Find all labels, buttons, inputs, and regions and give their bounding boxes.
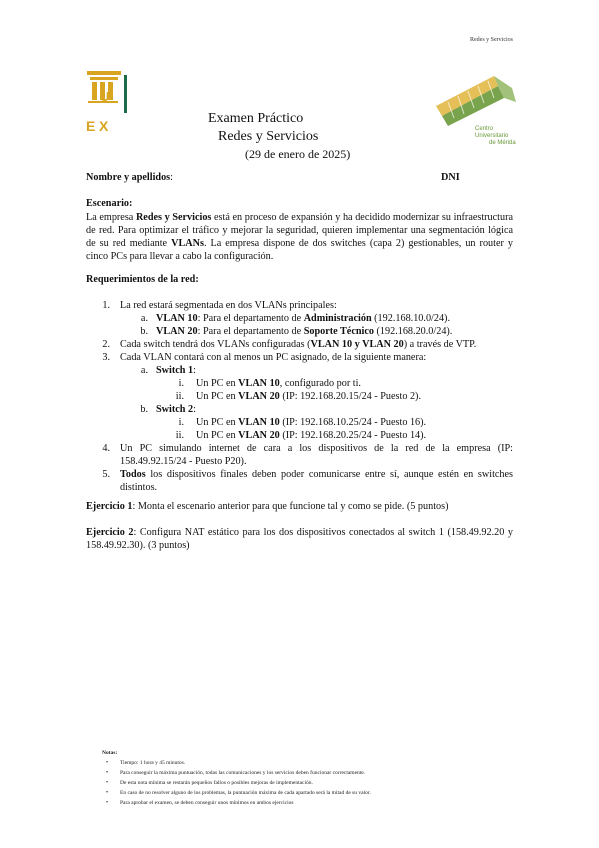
req-marker-3a: a. [140, 365, 148, 376]
req-1b-vlan: VLAN 20 [156, 326, 198, 337]
sw2-pc1-text-2: (IP: 192.168.10.25/24 - Puesto 16). [279, 417, 427, 428]
uex-letter-x: X [99, 118, 109, 134]
req-1b-text-1: : Para el departamento de [197, 326, 304, 337]
req-marker-3a-ii: ii. [175, 391, 184, 402]
notes-list [106, 758, 506, 808]
scenario-paragraph [86, 211, 513, 263]
scenario-heading: Escenario: [86, 198, 133, 209]
sw2-pc2-text-2: (IP: 192.168.20.25/24 - Puesto 14). [279, 430, 427, 441]
centro-logo-line-3: de Mérida [489, 140, 516, 146]
sw2-pc1-vlan: VLAN 10 [238, 417, 280, 428]
switch-2-label: Switch 2 [156, 404, 194, 415]
notes-heading: Notas: [102, 750, 118, 756]
note-item: • Tiempo: 1 hora y 45 minutos. [106, 758, 506, 768]
uex-letter-e: E [86, 118, 96, 134]
sw1-pc1-text-2: , configurado por ti. [279, 378, 361, 389]
exercise-2-text: : Configura NAT estático para los dos dispositivos conectados al switch 1 (158.49.92.20 y 158.49.92.30). (3 puntos) [86, 527, 513, 551]
req-1a-vlan: VLAN 10 [156, 313, 198, 324]
req-item-1-text: La red estará segmentada en dos VLANs principales: [120, 300, 337, 311]
name-colon: : [170, 172, 173, 183]
page-header: Redes y Servicios [470, 37, 513, 43]
note-item: • Para aprobar el examen, se deben conseguir unos mínimos en ambos ejercicios [106, 798, 506, 808]
dni-field [441, 172, 460, 183]
req-item-3-text: Cada VLAN contará con al menos un PC asignado, de la siguiente manera: [120, 352, 427, 363]
requirements-heading: Requerimientos de la red: [86, 274, 199, 285]
req-5-bold: Todos [120, 469, 146, 480]
req-5-text: los dispositivos finales deben poder comunicarse entre sí, aunque estén en switches distintos. [120, 469, 513, 493]
req-marker-3a-i: i. [178, 378, 184, 389]
sw2-pc2-text-1: Un PC en [196, 430, 239, 441]
req-switch-2-pc-2 [86, 429, 513, 442]
req-switch-1: a. Switch 1: [86, 364, 513, 377]
exercise-2-label: Ejercicio 2 [86, 527, 134, 538]
scenario-vlans: VLANs [171, 238, 204, 249]
req-1a-text-2: (192.168.10.0/24). [371, 313, 450, 324]
req-marker-1: 1. [102, 300, 110, 311]
note-item: • Para conseguir la máxima puntuación, todas las comunicaciones y los servicios deben funcionar correctamente. [106, 768, 506, 778]
req-marker-3b-i: i. [178, 417, 184, 428]
exam-subject: Redes y Servicios [218, 129, 319, 144]
exercise-1 [86, 500, 513, 513]
scenario-company-name: Redes y Servicios [135, 212, 212, 223]
req-marker-2: 2. [102, 339, 110, 350]
centro-logo-text [475, 126, 516, 147]
requirements-list [86, 299, 513, 494]
req-switch-2: b. Switch 2: [86, 403, 513, 416]
sw1-pc2-text-2: (IP: 192.168.20.15/24 - Puesto 2). [279, 391, 421, 402]
req-item-1a [86, 312, 513, 325]
req-1b-dept: Soporte Técnico [303, 326, 374, 337]
req-item-3 [86, 351, 513, 364]
centro-logo-line-1: Centro [475, 126, 494, 132]
scenario-text-3: . La empresa dispone de dos switches (capa 2) gestionables, un router y cinco PCs para llevar a cabo la configuración. [86, 238, 513, 262]
sw2-pc2-vlan: VLAN 20 [238, 430, 280, 441]
sw1-pc1-text-1: Un PC en [196, 378, 239, 389]
req-1a-dept: Administración [303, 313, 372, 324]
req-item-4-text: Un PC simulando internet de cara a los dispositivos de la red de la empresa (IP: 158.49.92.15/24 - Puesto P20). [120, 443, 513, 467]
exam-title: Examen Práctico [208, 111, 304, 126]
uex-logo [86, 71, 130, 135]
req-marker-4: 4. [102, 443, 110, 454]
note-item: • En caso de no resolver alguno de los problemas, la puntuación máxima de cada apartado será la mitad de su valor. [106, 788, 506, 798]
req-2-text-2: ) a través de VTP. [403, 339, 477, 350]
req-item-2 [86, 338, 513, 351]
req-item-4 [86, 442, 513, 468]
req-switch-1-pc-1 [86, 377, 513, 390]
exam-date: (29 de enero de 2025) [245, 147, 351, 161]
req-marker-1b: b. [140, 326, 148, 337]
switch-1-label: Switch 1 [156, 365, 194, 376]
exercise-1-text: : Monta el escenario anterior para que funcione tal y como se pide. (5 puntos) [132, 501, 449, 512]
sw1-pc1-vlan: VLAN 10 [238, 378, 280, 389]
req-1a-text-1: : Para el departamento de [197, 313, 304, 324]
req-marker-5: 5. [102, 469, 110, 480]
uex-letter-u: U [100, 89, 110, 104]
sw2-pc1-text-1: Un PC en [196, 417, 239, 428]
req-marker-3b-ii: ii. [175, 430, 184, 441]
req-2-vlans: VLAN 10 y VLAN 20 [310, 339, 404, 350]
name-field [86, 172, 173, 183]
exercise-2 [86, 526, 513, 552]
note-item: • De esta nota mínima se restarán pequeños fallos o posibles mejoras de implementación. [106, 778, 506, 788]
req-marker-3b: b. [140, 404, 148, 415]
scenario-text-1: La empresa [86, 212, 136, 223]
centro-universitario-logo [434, 70, 518, 150]
req-switch-2-pc-1 [86, 416, 513, 429]
req-marker-3: 3. [102, 352, 110, 363]
req-marker-1a: a. [140, 313, 148, 324]
name-label: Nombre y apellidos [86, 172, 171, 183]
req-switch-1-pc-2 [86, 390, 513, 403]
sw1-pc2-vlan: VLAN 20 [238, 391, 280, 402]
centro-building-graphic [434, 70, 518, 126]
centro-logo-line-2: Universitario [475, 133, 509, 139]
dni-label: DNI [441, 172, 460, 183]
req-item-5 [86, 468, 513, 494]
req-item-1 [86, 299, 513, 312]
req-item-1b [86, 325, 513, 338]
sw1-pc2-text-1: Un PC en [196, 391, 239, 402]
scenario-text-2: está en proceso de expansión y ha decidido modernizar su infraestructura de red. Para optimizar el tráfico y mejorar la seguridad, quieren implementar una segmentación lógica de su red mediante [86, 212, 514, 249]
exercise-1-label: Ejercicio 1 [86, 501, 133, 512]
req-2-text-1: Cada switch tendrá dos VLANs configuradas ( [120, 339, 311, 350]
req-1b-text-2: (192.168.20.0/24). [373, 326, 453, 337]
